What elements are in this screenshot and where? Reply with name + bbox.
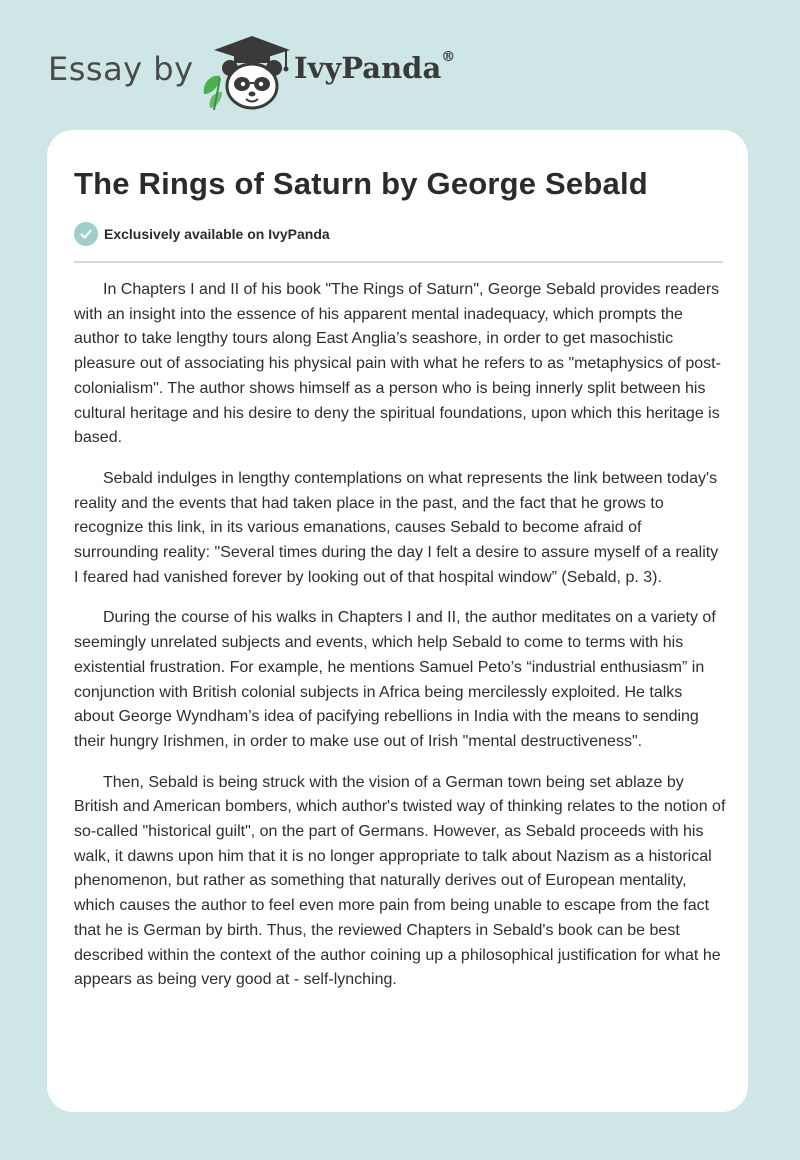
leaf-icon [204, 76, 222, 110]
essay-by-label: Essay by [48, 50, 194, 88]
panda-logo-icon[interactable] [200, 34, 292, 112]
essay-card [47, 130, 748, 1112]
divider [74, 261, 723, 263]
brand-name[interactable]: IvyPanda® [294, 49, 456, 85]
page-title: The Rings of Saturn by George Sebald [74, 166, 648, 201]
paragraph: In Chapters I and II of his book "The Rings of Saturn", George Sebald provides readers with an insight into the essence of his apparent mental inadequacy, which prompts the author to take lengthy tours along East Anglia’s seashore, in order to get masochistic pleasure out of associating his physical pain with what he refers to as "metaphysics of post-colonialism". The author shows himself as a person who is being innerly split between his cultural heritage and his desire to deny the spiritual foundations, upon which this heritage is based. [74, 281, 721, 447]
site-header [48, 30, 508, 112]
paragraph: Sebald indulges in lengthy contemplations on what represents the link between today's reality and the events that had taken place in the past, and the fact that he grows to recognize this link, in its various emanations, causes Sebald to become afraid of surrounding reality: "Several times during the day I felt a desire to assure myself of a reality I feared had vanished forever by looking out of that hospital window” (Sebald, p. 3). [74, 469, 719, 586]
paragraph: Then, Sebald is being struck with the vision of a German town being set ablaze by British and American bombers, which author's twisted way of thinking relates to the notion of so-called "historical guilt", on the part of Germans. However, as Sebald proceeds with his walk, it dawns upon him that it is no longer appropriate to talk about Nazism as a historical phenomenon, but rather as something that naturally derives out of European mentality, which causes the author to feel even more pain from being unable to escape from the fact that he is German by birth. Thus, the reviewed Chapters in Sebald's book can be best described within the context of the author coining up a philosophical justification for what he appears as being very good at - self-lynching. [74, 773, 726, 989]
availability-badge [74, 222, 330, 246]
badge-label: Exclusively available on IvyPanda [104, 226, 330, 242]
registered-mark: ® [441, 49, 456, 65]
check-circle-icon [74, 222, 98, 246]
paragraph: During the course of his walks in Chapters I and II, the author meditates on a variety of seemingly unrelated subjects and events, which help Sebald to come to terms with his existential frustration. For example, he mentions Samuel Peto’s “industrial enthusiasm” in conjunction with British colonial subjects in Africa being mercilessly exploited. He talks about George Wyndham’s idea of pacifying rebellions in India with the means to sending their hungry Irishmen, in order to make use out of Irish "mental destructiveness". [74, 609, 716, 750]
essay-body [74, 278, 726, 1009]
